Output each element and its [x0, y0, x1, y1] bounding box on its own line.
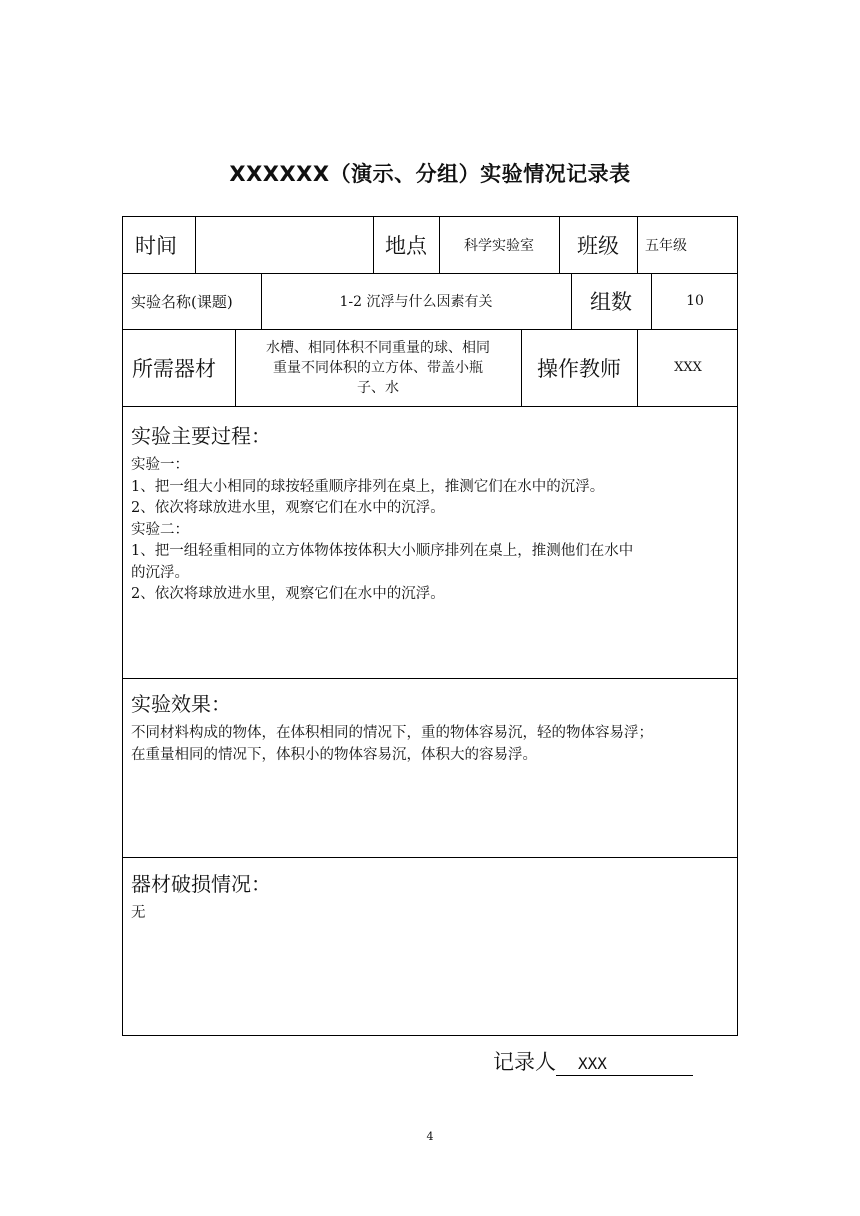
equipment-line: 子、水 [357, 379, 399, 396]
equipment-label: 所需器材 [132, 356, 216, 381]
record-table [122, 216, 738, 1036]
time-label: 时间 [135, 234, 177, 258]
process-line: 实验二： [131, 521, 189, 538]
process-line: 的沉浮。 [131, 564, 189, 581]
page-title: XXXXXX（演示、分组）实验情况记录表 [229, 162, 631, 186]
col-divider [195, 217, 196, 273]
row-divider [123, 857, 737, 858]
class-label: 班级 [577, 234, 619, 258]
effect-heading: 实验效果： [131, 692, 231, 716]
teacher-label: 操作教师 [537, 356, 621, 381]
experiment-name-label: 实验名称(课题) [131, 292, 233, 311]
process-line: 1、把一组大小相同的球按轻重顺序排列在桌上，推测它们在水中的沉浮。 [131, 478, 605, 495]
class-value: 五年级 [645, 238, 687, 254]
place-label: 地点 [385, 234, 427, 258]
process-line: 2、依次将球放进水里，观察它们在水中的沉浮。 [131, 500, 445, 516]
effect-line: 不同材料构成的物体，在体积相同的情况下，重的物体容易沉，轻的物体容易浮； [131, 725, 653, 741]
process-line: 1、把一组轻重相同的立方体物体按体积大小顺序排列在桌上，推测他们在水中 [131, 543, 634, 559]
groups-label: 组数 [590, 290, 632, 314]
effect-line: 在重量相同的情况下，体积小的物体容易沉，体积大的容易浮。 [131, 746, 537, 763]
page-number: 4 [426, 1130, 434, 1143]
damage-line: 无 [131, 905, 146, 921]
recorder-label: 记录人 [493, 1050, 556, 1074]
groups-value: 10 [686, 293, 704, 309]
process-line: 实验一： [131, 457, 189, 473]
row-divider [123, 678, 737, 679]
equipment-value [235, 329, 521, 406]
teacher-value: XXX [674, 360, 702, 375]
place-value: 科学实验室 [464, 238, 534, 254]
damage-body [131, 903, 731, 925]
equipment-line: 重量不同体积的立方体、带盖小瓶 [273, 359, 483, 376]
recorder-value: XXX [556, 1053, 693, 1076]
process-body [131, 455, 731, 606]
process-line: 2、依次将球放进水里，观察它们在水中的沉浮。 [131, 586, 445, 602]
experiment-name-value: 1-2 沉浮与什么因素有关 [339, 294, 493, 310]
effect-body [131, 723, 731, 766]
recorder-signature [493, 1046, 693, 1076]
col-divider [637, 217, 638, 273]
equipment-line: 水槽、相同体积不同重量的球、相同 [266, 339, 490, 356]
process-heading: 实验主要过程： [131, 424, 271, 448]
damage-heading: 器材破损情况： [131, 872, 271, 896]
row-divider [123, 406, 737, 407]
